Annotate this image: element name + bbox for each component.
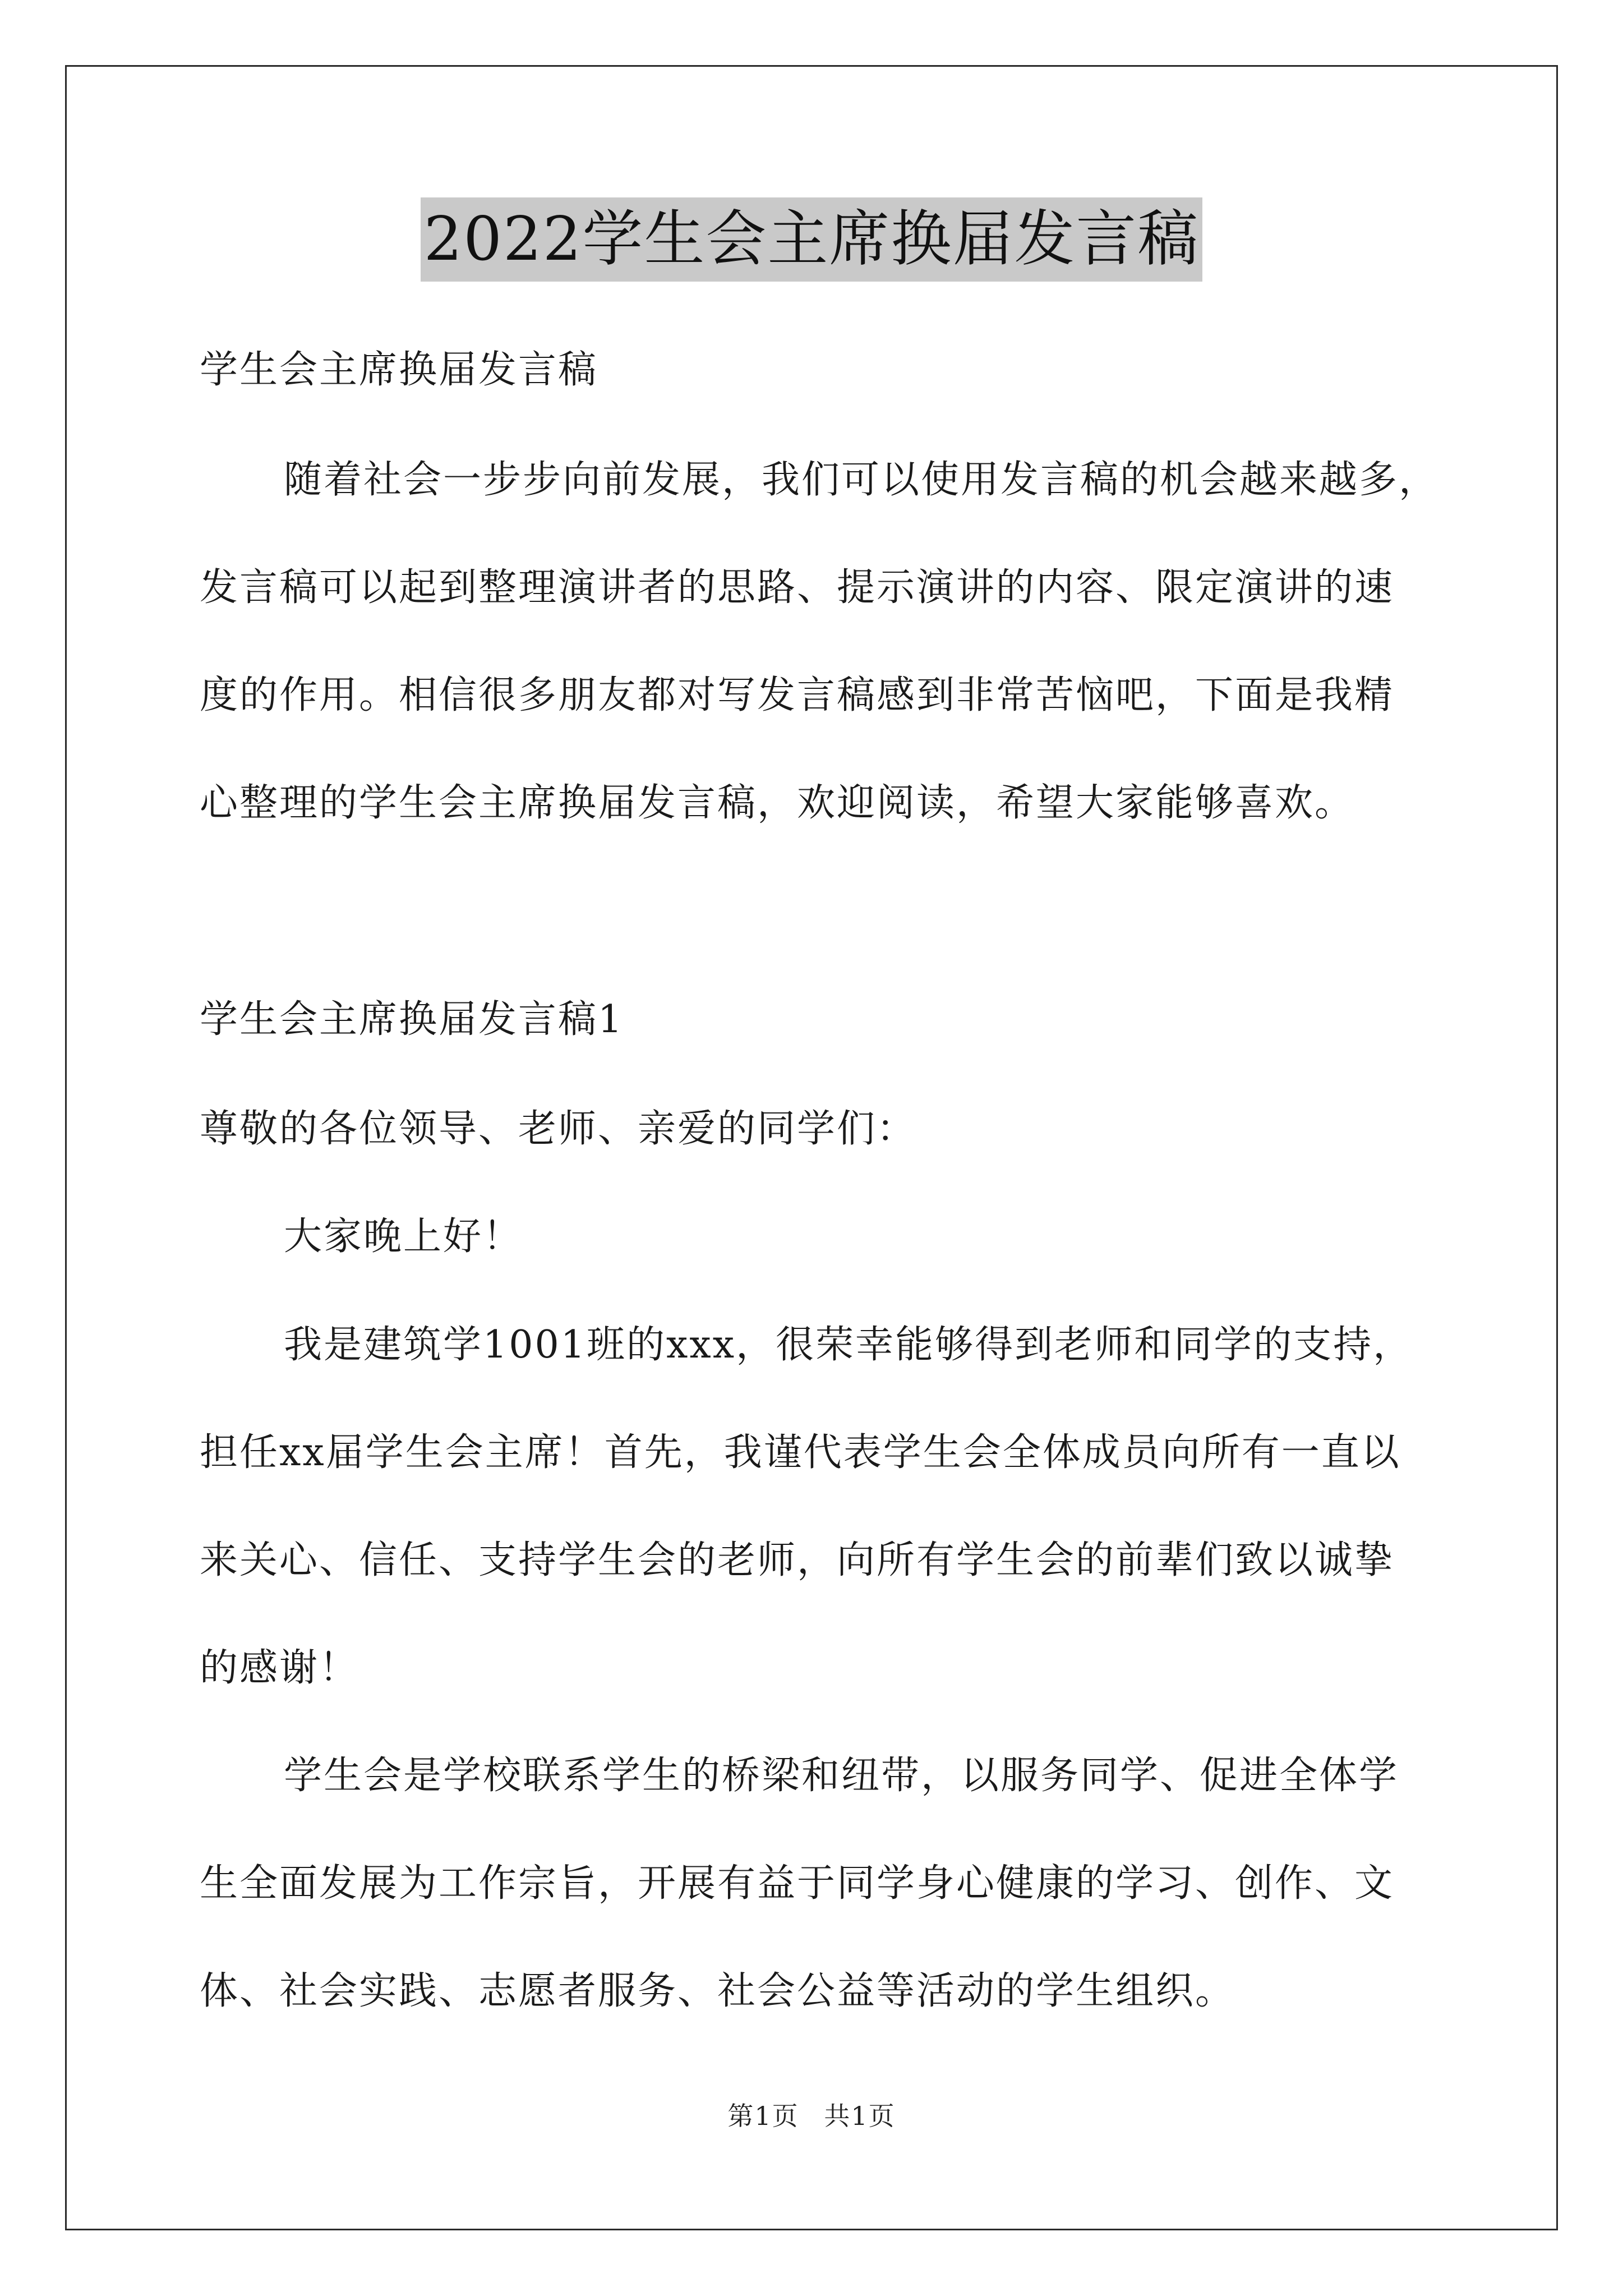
intro-line-3: 度的作用。相信很多朋友都对写发言稿感到非常苦恼吧，下面是我精	[200, 673, 1395, 717]
document-title: 2022学生会主席换届发言稿	[421, 197, 1203, 282]
para2-line-2: 生全面发展为工作宗旨，开展有益于同学身心健康的学习、创作、文	[200, 1861, 1395, 1906]
intro-line-1: 随着社会一步步向前发展，我们可以使用发言稿的机会越来越多，	[284, 458, 1439, 502]
para2-line-1: 学生会是学校联系学生的桥梁和纽带，以服务同学、促进全体学	[284, 1754, 1399, 1798]
salutation: 尊敬的各位领导、老师、亲爱的同学们：	[200, 1107, 917, 1151]
para2-line-3: 体、社会实践、志愿者服务、社会公益等活动的学生组织。	[200, 1969, 1235, 2013]
intro-line-2: 发言稿可以起到整理演讲者的思路、提示演讲的内容、限定演讲的速	[200, 565, 1395, 610]
page-total: 共1页	[824, 2101, 896, 2131]
document-subtitle: 学生会主席换届发言稿	[200, 348, 598, 392]
para1-line-1: 我是建筑学1001班的xxx，很荣幸能够得到老师和同学的支持，	[284, 1323, 1413, 1367]
section-heading: 学生会主席换届发言稿1	[200, 997, 624, 1042]
title-container	[0, 197, 1623, 282]
intro-line-4: 心整理的学生会主席换届发言稿，欢迎阅读，希望大家能够喜欢。	[200, 781, 1355, 825]
greeting: 大家晚上好！	[284, 1214, 523, 1259]
para1-line-4: 的感谢！	[200, 1646, 359, 1690]
page-current: 第1页	[727, 2101, 799, 2131]
page-footer	[0, 2098, 1623, 2134]
para1-line-2: 担任xx届学生会主席！首先，我谨代表学生会全体成员向所有一直以	[200, 1430, 1401, 1475]
para1-line-3: 来关心、信任、支持学生会的老师，向所有学生会的前辈们致以诚挚	[200, 1538, 1395, 1582]
